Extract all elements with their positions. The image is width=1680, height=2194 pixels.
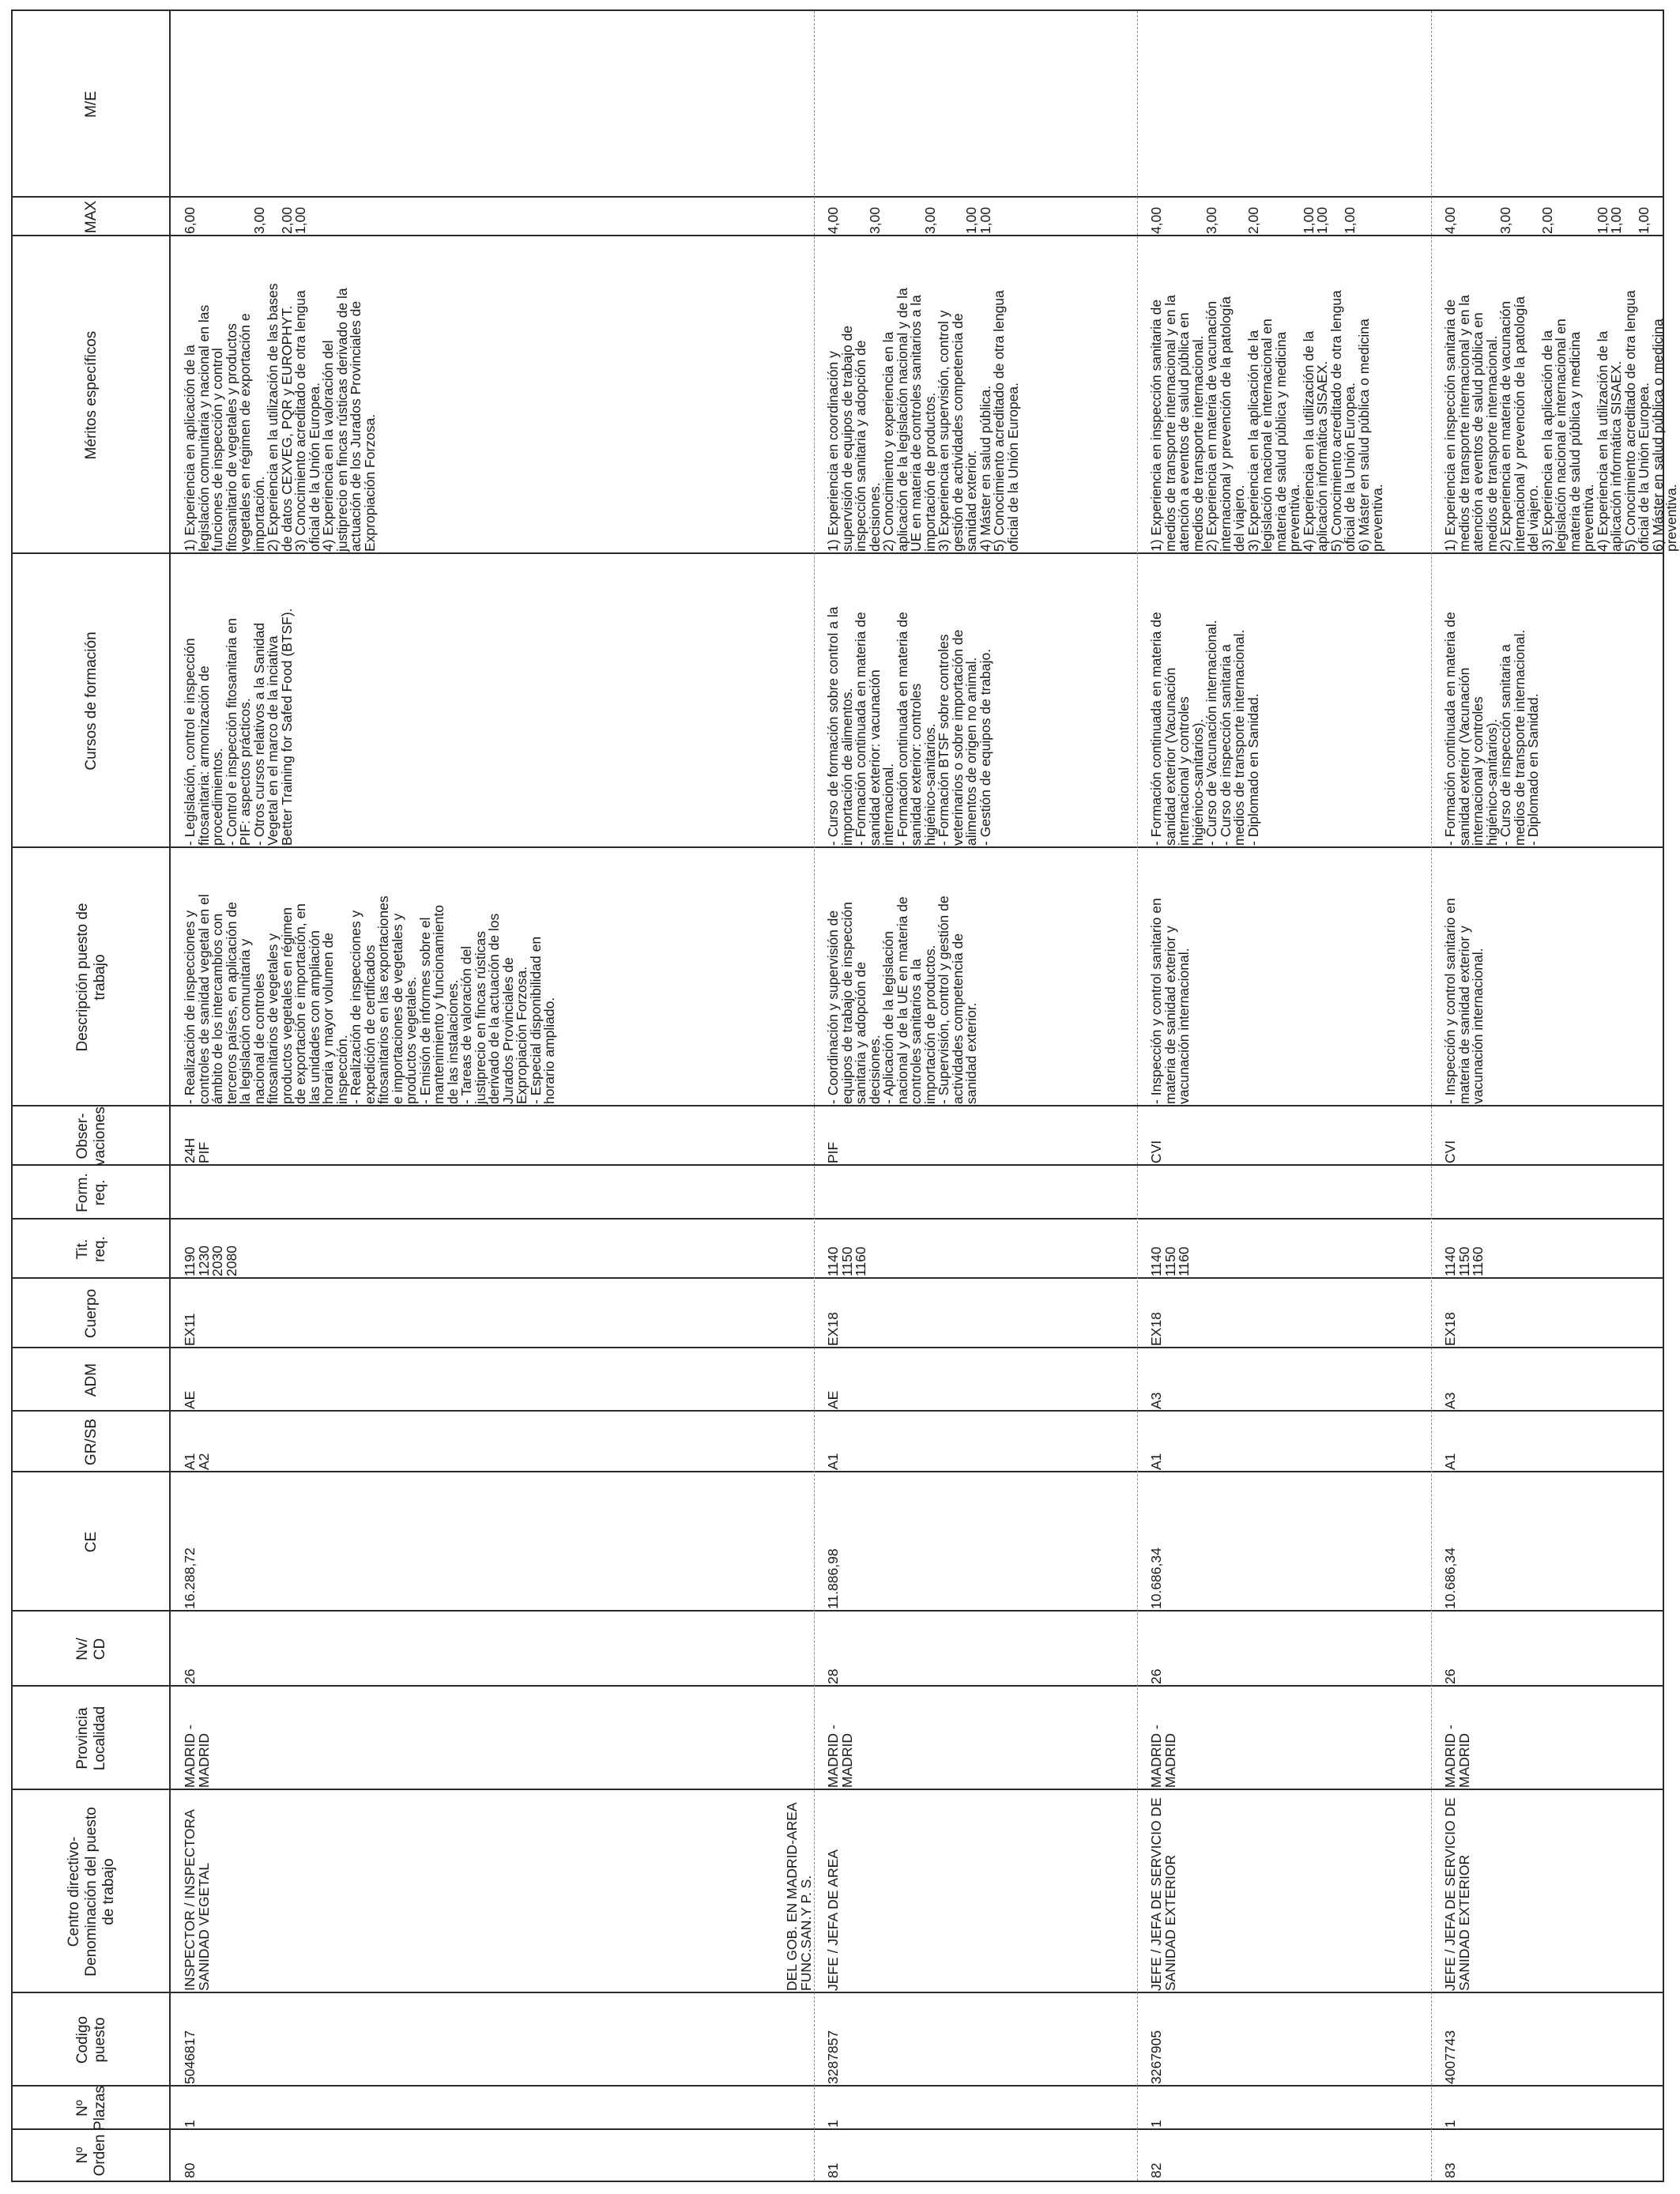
header-ce: CE [83, 1531, 100, 1553]
header-me: M/E [83, 91, 100, 118]
cell-max-item: 1,00 [1636, 206, 1652, 234]
cell-nivel: 26 [1442, 1668, 1458, 1684]
cell-max-item: 1,00 [1342, 206, 1358, 234]
cell-max-item: 1,00 [977, 206, 993, 234]
cell-meritos: 1) Experiencia en inspección sanitaria de medios de transporte internacional y en la atención a eventos de salud pública en medios de transporte internacional. 2) Experiencia en materia de vacunación internacional y prevención de la patología del viajero. 3) Experiencia en la aplicación de la legislación nacional e internacional en materia de salud pública y medicina preventiva. 4) Experiencia en la utilización de la aplicación informática SISAEX. 5) Conocimiento acreditado de otra lengua oficial de la Unión Europea. 6) Máster en salud pública o medicina preventiva. [1442, 290, 1679, 552]
cell-max-item: 2,00 [1245, 206, 1261, 234]
cell-formacion [1150, 1166, 1428, 1220]
cell-provincia: MADRID - MADRID [1148, 1725, 1178, 1788]
cell-cuerpo: EX11 [182, 1313, 198, 1346]
header-plazas: Nº Plazas [74, 2085, 108, 2132]
cell-max-item: 1,00 [292, 206, 308, 234]
cell-cuerpo: EX18 [1148, 1312, 1164, 1346]
cell-plazas: 1 [825, 2120, 841, 2128]
cell-max-item: 3,00 [1203, 206, 1219, 234]
cell-adm: AE [825, 1390, 841, 1409]
cell-codigo: 4007743 [1442, 2030, 1458, 2084]
cell-max-total: 4,00 [825, 206, 841, 234]
cell-provincia: MADRID - MADRID [825, 1725, 855, 1788]
cell-cursos: - Legislación, control e inspección fitosanitaria: armonización de procedimientos. - Control e inspección fitosanitaria en PIF: aspectos prácticos. - Otros cursos relativos a la Sanidad Vegetal en el marco de la inciativa Better Training for Safed Food (BTSF). [182, 608, 295, 846]
cell-cursos: - Formación continuada en materia de sanidad exterior (Vacunación internacional y controles higiénico-sanitarios). - Curso de inspección sanitaria a medios de transporte internacional. - Diplomado en Sanidad. [1442, 612, 1541, 846]
cell-nivel: 26 [182, 1668, 198, 1684]
cell-me [827, 11, 1134, 198]
cell-titulacion: 1140 1150 1160 [825, 1246, 868, 1276]
header-formacion: Form. req. [74, 1173, 108, 1212]
header-descripcion: Descripción puesto de trabajo [74, 903, 108, 1052]
cell-grupo: A1 [825, 1453, 841, 1470]
cell-max-item: 2,00 [278, 206, 295, 234]
cell-titulacion: 1140 1150 1160 [1148, 1246, 1192, 1276]
cell-adm: AE [182, 1390, 198, 1409]
cell-provincia: MADRID - MADRID [182, 1725, 212, 1788]
cell-max-total: 6,00 [182, 206, 198, 234]
cell-formacion [1444, 1166, 1659, 1220]
header-orden: Nº Orden [74, 2134, 108, 2177]
cell-max-item: 2,00 [1539, 206, 1555, 234]
cell-centro: INSPECTOR / INSPECTORA SANIDAD VEGETAL [182, 1809, 212, 1991]
cell-grupo: A1 [1148, 1453, 1164, 1470]
cell-orden: 80 [182, 2162, 198, 2178]
cell-ce: 11.886,98 [825, 1548, 841, 1609]
cell-ce: 16.288,72 [182, 1547, 198, 1609]
cell-centro: JEFE / JEFA DE SERVICIO DE SANIDAD EXTERIOR [1442, 1797, 1472, 1991]
cell-titulacion: 1190 1230 2030 2080 [182, 1246, 239, 1276]
cell-descripcion: - Coordinación y supervisión de equipos de trabajo de inspección sanitaria y adopción de decisiones. - Aplicación de la legislación nacional y de la UE en materia de controles sanitarios a la importación de productos. - Supervisión, control y gestión de actividades competencia de sanidad exterior. [825, 895, 979, 1104]
cell-max-item: 3,00 [866, 206, 883, 234]
cell-formacion [183, 1166, 811, 1220]
cell-nivel: 28 [825, 1668, 841, 1684]
cell-provincia: MADRID - MADRID [1442, 1725, 1472, 1788]
cell-observaciones: 24H PIF [182, 1137, 212, 1163]
section-label: DEL GOB. EN MADRID-AREA FUNC.SAN.Y P. S. [784, 1802, 814, 1991]
cell-grupo: A1 [1442, 1453, 1458, 1470]
cell-centro: JEFE / JEFA DE AREA [825, 1849, 841, 1991]
cell-max-total: 4,00 [1148, 206, 1164, 234]
cell-cursos: - Formación continuada en materia de sanidad exterior (Vacunación internacional y controles higiénico-sanitarios). - Curso de Vacunación internacional. - Curso de inspección sanitaria a medios de transporte internacional. - Diplomado en Sanidad. [1148, 612, 1261, 846]
row-divider [1431, 11, 1432, 2181]
header-grupo: GR/SB [83, 1418, 100, 1466]
header-codigo: Codigo puesto [74, 2015, 108, 2064]
cell-descripcion: - Realización de inspecciones y controles de sanidad vegetal en el ámbito de los intercambios con terceros países, en aplicación de la legislación comunitaria y nacional de controles fitosanitarios de vegetales y productos vegetales en régimen de exportación e importación, en las unidades con ampliación horaria y mayor volumen de inspección. - Realización de inspecciones y expedición de certificados fitosanitarios en las exportaciones e importaciones de vegetales y productos vegetales. - Emisión de informes sobre el mantenimiento y funcionamiento de las instalaciones. - Tareas de valoración del justiprecio en fincas rústicas derivado de la actuación de los Jurados Provinciales de Expropiación Forzosa. - Especial disponibilidad en horario ampliado. [182, 894, 557, 1104]
header-cursos: Cursos de formación [83, 631, 100, 771]
cell-max-item: 1,00 [1314, 206, 1330, 234]
cell-cursos: - Curso de formación sobre control a la importación de alimentos. - Formación continuada en materia de sanidad exterior: vacunación internacional. - Formación continuada en materia de sanidad exterior: controles higiénico-sanitarios. - Formación BTSF sobre controles veterinarios o sobre importación de alimentos de origen no animal. - Gestión de equipos de trabajo. [825, 606, 993, 846]
cell-adm: A3 [1442, 1392, 1458, 1409]
cell-orden: 82 [1148, 2162, 1164, 2178]
header-divider [169, 11, 171, 2181]
cell-plazas: 1 [182, 2120, 198, 2128]
cell-orden: 81 [825, 2162, 841, 2178]
header-nivel: Nv/ CD [74, 1638, 108, 1661]
header-cuerpo: Cuerpo [83, 1288, 100, 1339]
cell-cuerpo: EX18 [825, 1312, 841, 1346]
cell-ce: 10.686,34 [1442, 1547, 1458, 1609]
positions-table [11, 9, 1679, 2182]
cell-meritos: 1) Experiencia en coordinación y supervisión de equipos de trabajo de inspección sanitaria y adopción de decisiones. 2) Conocimiento y experiencia en la aplicación de la legislación nacional y de la UE en materia de controles sanitarios a la importación de productos. 3) Experiencia en supervisión, control y gestión de actividades competencia de sanidad exterior. 4) Máster en salud pública. 5) Conocimiento acreditado de otra lengua oficial de la Unión Europea. [825, 288, 1021, 552]
cell-plazas: 1 [1148, 2120, 1164, 2128]
header-titulacion: Tit. req. [74, 1236, 108, 1262]
cell-observaciones: PIF [825, 1141, 841, 1163]
cell-formacion [827, 1166, 1134, 1220]
cell-me [1444, 11, 1659, 198]
row-divider [814, 11, 815, 2181]
cell-descripcion: - Inspección y control sanitario en materia de sanidad exterior y vacunación internacional. [1442, 898, 1486, 1104]
cell-nivel: 26 [1148, 1668, 1164, 1684]
cell-max-item: 1,00 [963, 206, 979, 234]
cell-observaciones: CVI [1442, 1140, 1458, 1163]
cell-codigo: 5046817 [182, 2030, 198, 2084]
cell-max-item: 3,00 [1497, 206, 1513, 234]
header-adm: ADM [83, 1363, 100, 1397]
cell-meritos: 1) Experiencia en inspección sanitaria de medios de transporte internacional y en la atención a eventos de salud pública en medios de transporte internacional. 2) Experiencia en materia de vacunación internacional y prevención de la patología del viajero. 3) Experiencia en la aplicación de la legislación nacional e internacional en materia de salud pública y medicina preventiva. 4) Experiencia en la utilización de la aplicación informática SISAEX. 5) Conocimiento acreditado de otra lengua oficial de la Unión Europea. 6) Máster en salud pública o medicina preventiva. [1148, 290, 1385, 552]
header-centro: Centro directivo- Denominación del puesto de trabajo [66, 1807, 117, 1977]
cell-me [183, 11, 811, 198]
cell-max-item: 1,00 [1594, 206, 1610, 234]
cell-max-item: 3,00 [921, 206, 938, 234]
cell-cuerpo: EX18 [1442, 1312, 1458, 1346]
cell-orden: 83 [1442, 2162, 1458, 2178]
cell-me [1150, 11, 1428, 198]
cell-observaciones: CVI [1148, 1140, 1164, 1163]
cell-ce: 10.686,34 [1148, 1547, 1164, 1609]
cell-descripcion: - Inspección y control sanitario en materia de sanidad exterior y vacunación internacional. [1148, 898, 1192, 1104]
cell-max-item: 1,00 [1300, 206, 1317, 234]
cell-max-item: 3,00 [250, 206, 267, 234]
cell-centro: JEFE / JEFA DE SERVICIO DE SANIDAD EXTERIOR [1148, 1797, 1178, 1991]
cell-codigo: 3267905 [1148, 2030, 1164, 2084]
header-observaciones: Obser- vaciones [74, 1106, 108, 1166]
cell-max-total: 4,00 [1442, 206, 1458, 234]
cell-titulacion: 1140 1150 1160 [1442, 1246, 1486, 1276]
cell-plazas: 1 [1442, 2120, 1458, 2128]
header-meritos: Méritos específicos [83, 330, 100, 460]
cell-grupo: A1 A2 [182, 1453, 212, 1470]
header-provincia: Provincia Localidad [74, 1706, 108, 1771]
cell-meritos: 1) Experiencia en aplicación de la legislación comunitaria y nacional en las funciones de inspección y control fitosanitario de vegetales y productos vegetales en régimen de exportación e importación. 2) Experiencia en la utilización de las bases de datos CEXVEG, PQR y EUROPHYT. 3) Conocimiento acreditado de otra lengua oficial de la Unión Europea. 4) Experiencia en la valoración del justiprecio en fincas rústicas derivado de la actuación de los Jurados Provinciales de Expropiación Forzosa. [182, 283, 378, 552]
cell-codigo: 3287857 [825, 2030, 841, 2084]
header-max: MAX [83, 200, 100, 234]
cell-adm: A3 [1148, 1392, 1164, 1409]
cell-max-item: 1,00 [1608, 206, 1624, 234]
row-divider [1137, 11, 1138, 2181]
